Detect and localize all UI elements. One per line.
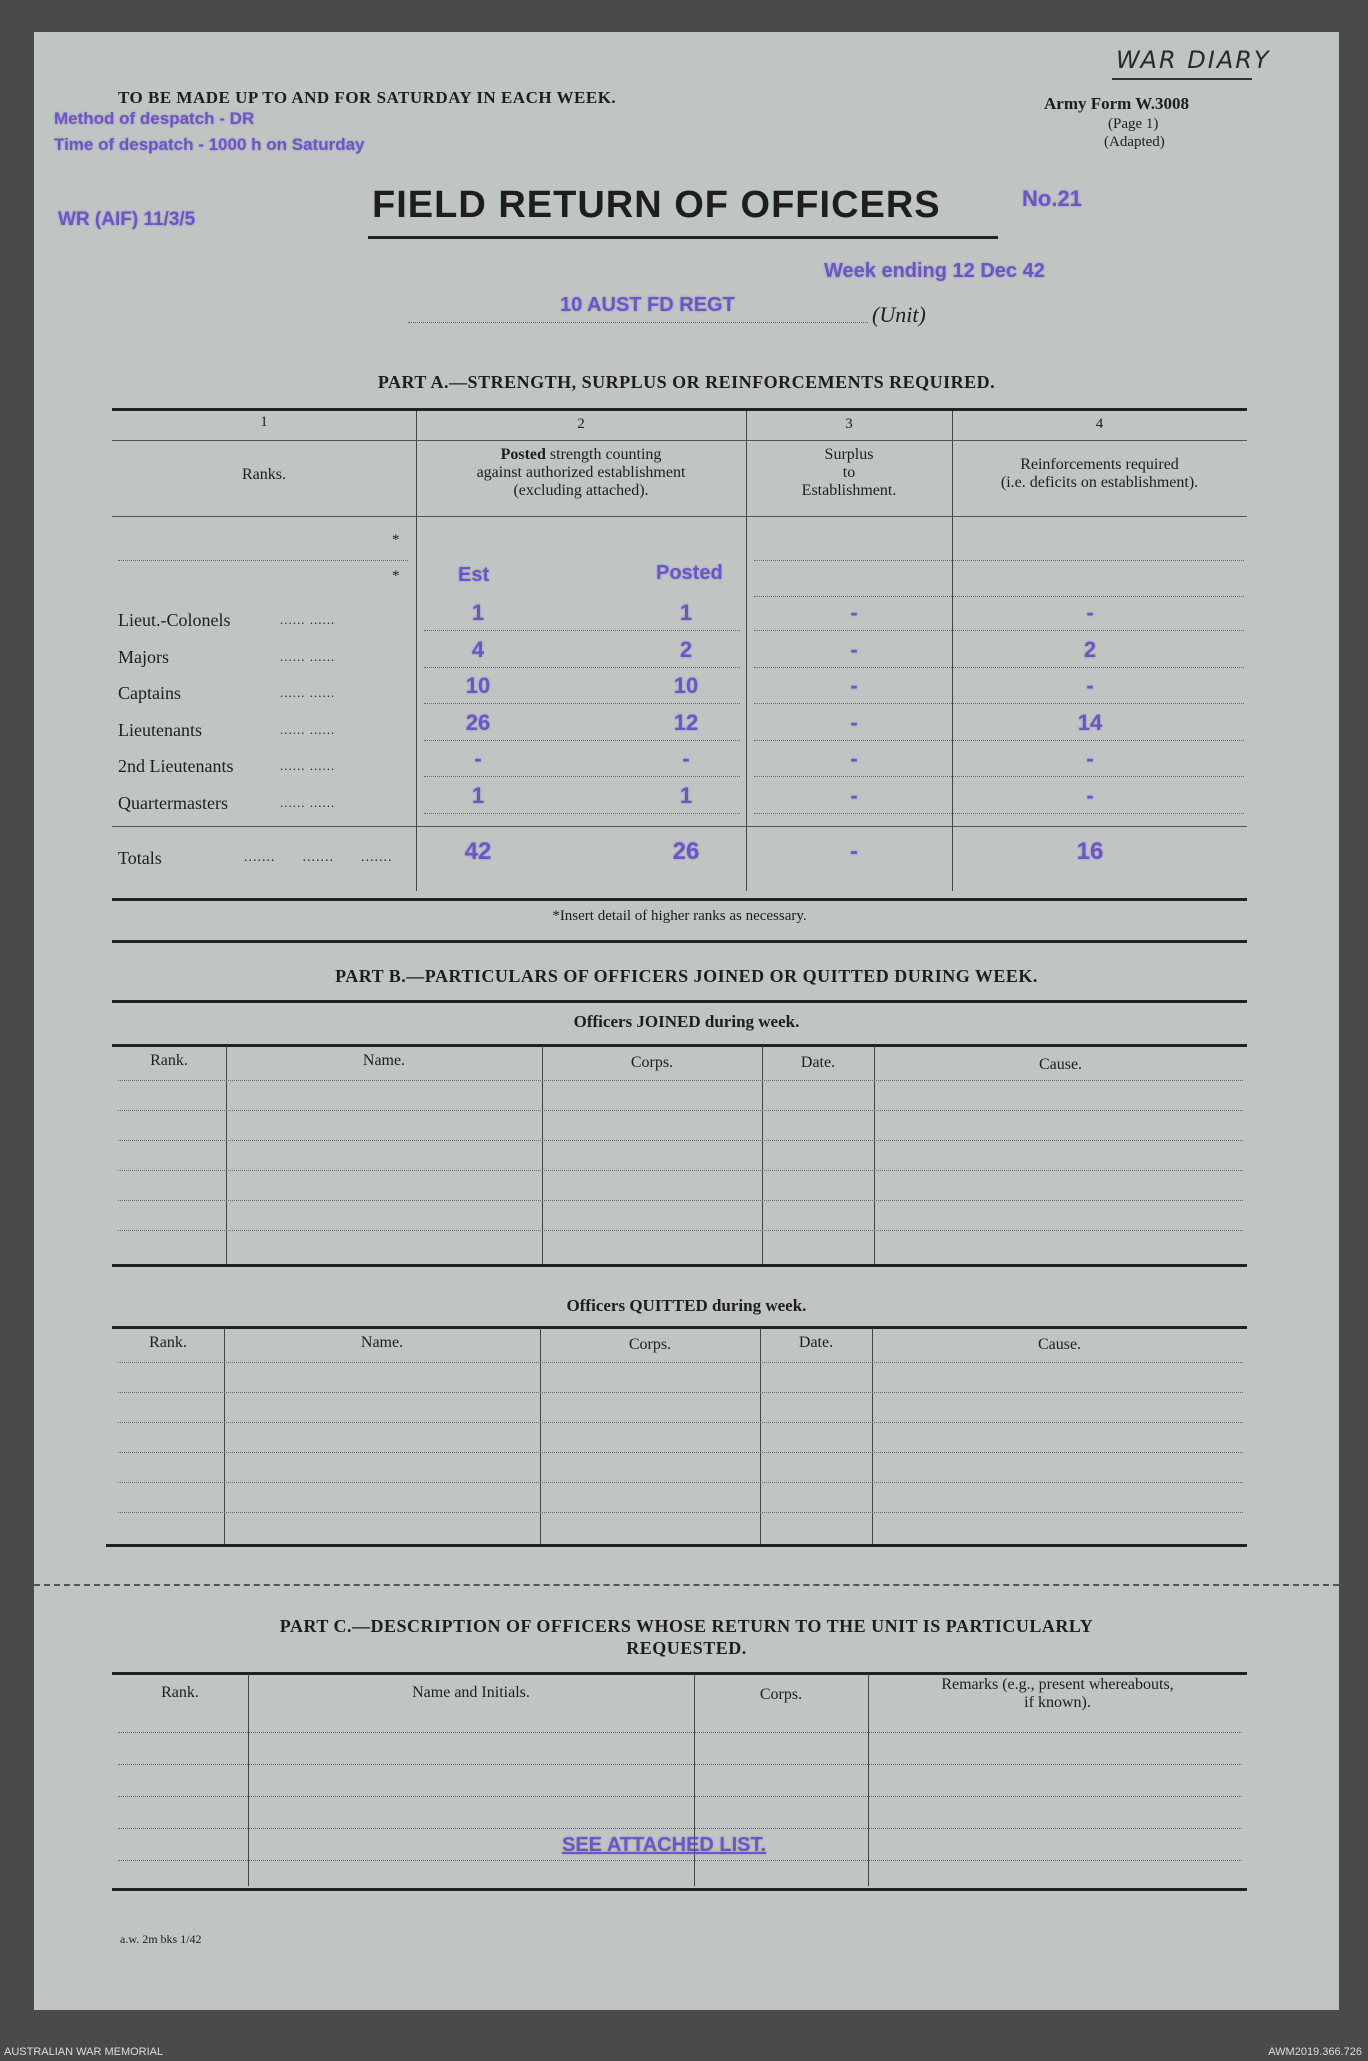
posted-value: 12 — [673, 709, 699, 735]
blank-entry-row — [118, 1482, 1243, 1483]
est-value: 10 — [465, 673, 491, 698]
quitted-heading: Officers QUITTED during week. — [566, 1296, 807, 1315]
stamp-see-attached-list: SEE ATTACHED LIST. — [562, 1834, 767, 1856]
col-number-4: 4 — [1095, 416, 1104, 432]
surplus-value: - — [850, 746, 858, 771]
handwritten-war-diary: WAR DIARY — [1116, 46, 1271, 74]
footer-right: AWM2019.366.726 — [1268, 2046, 1362, 2058]
posted-strength-header-rest: strength counting — [545, 446, 662, 463]
part-a-dotted-row — [424, 667, 740, 668]
title-underline — [368, 236, 998, 239]
part-a-dotted-row — [424, 813, 740, 814]
rank-leader: ...... ...... — [280, 648, 336, 664]
stamp-reference: WR (AIF) 11/3/5 — [58, 209, 196, 230]
part-a-dotted-row-2 — [754, 596, 1244, 597]
rank-label: Lieut.-Colonels — [118, 610, 231, 630]
rank-leader: ...... ...... — [280, 612, 336, 627]
stamp-method-of-despatch: Method of despatch - DR — [54, 109, 255, 128]
form-page: (Page 1) — [1108, 116, 1159, 132]
surplus-value: - — [850, 709, 858, 735]
surplus-header-l3: Establishment. — [801, 482, 897, 499]
part-b-heading: PART B.—PARTICULARS OF OFFICERS JOINED OR QUITTED DURING WEEK. — [335, 966, 1038, 986]
col-number-2: 2 — [577, 416, 585, 432]
surplus-value: - — [850, 600, 858, 625]
part-c-col-name: Name and Initials. — [412, 1684, 530, 1701]
ranks-header: Ranks. — [242, 466, 286, 483]
posted-value: - — [682, 746, 690, 771]
part-a-heading: PART A.—STRENGTH, SURPLUS OR REINFORCEMENTS REQUIRED. — [377, 372, 996, 392]
est-value: 4 — [471, 636, 485, 662]
part-a-dotted-row — [424, 776, 740, 777]
higher-rank-asterisk-2: * — [392, 568, 400, 584]
unit-dotted-line — [408, 322, 868, 323]
column-divider — [542, 1046, 543, 1264]
blank-entry-row — [118, 1512, 1243, 1513]
column-header-cause: Cause. — [1037, 1336, 1082, 1353]
blank-entry-row — [118, 1230, 1243, 1231]
handwritten-underline — [1112, 78, 1252, 80]
part-c-blank-row — [118, 1860, 1242, 1861]
stamp-return-number: No.21 — [1022, 186, 1082, 211]
part-c-heading-l1: PART C.—DESCRIPTION OF OFFICERS WHOSE RETURN TO THE UNIT IS PARTICULARLY — [279, 1616, 1094, 1636]
rank-leader: ...... ...... — [280, 685, 336, 700]
part-a-dotted-row — [754, 630, 1244, 631]
col-number-1: 1 — [260, 414, 268, 430]
quitted-top-rule — [112, 1326, 1247, 1329]
rank-label: 2nd Lieutenants — [118, 756, 234, 776]
stamp-unit: 10 AUST FD REGT — [560, 294, 735, 316]
part-a-totals-rule — [112, 826, 1247, 827]
rank-label: Lieutenants — [118, 719, 202, 740]
part-c-blank-row — [118, 1732, 1242, 1733]
part-c-blank-row — [118, 1764, 1242, 1765]
part-a-dotted-row — [424, 630, 740, 631]
part-a-dotted-row — [754, 813, 1244, 814]
part-a-number-rule — [112, 440, 1247, 441]
reinforcements-value: - — [1086, 600, 1094, 625]
part-a-dotted-row — [754, 740, 1244, 741]
posted-strength-header-bold: Posted — [500, 446, 546, 463]
totals-reinforcements: 16 — [1076, 838, 1104, 865]
part-a-dotted-row — [754, 776, 1244, 777]
column-header-rank: Rank. — [149, 1334, 187, 1351]
posted-value: 10 — [673, 673, 699, 698]
posted-strength-header-l2: against authorized establishment — [476, 464, 686, 481]
column-header-cause: Cause. — [1038, 1056, 1083, 1073]
part-c-col-rank: Rank. — [161, 1684, 199, 1701]
part-a-footnote-rule — [112, 940, 1247, 943]
posted-value: 2 — [679, 636, 693, 662]
part-a-dotted-row — [754, 667, 1244, 668]
joined-heading: Officers JOINED during week. — [573, 1012, 800, 1031]
blank-entry-row — [118, 1200, 1243, 1201]
est-value: - — [474, 746, 482, 771]
posted-strength-header-l3: (excluding attached). — [513, 482, 649, 499]
blank-entry-row — [118, 1362, 1243, 1363]
column-header-rank: Rank. — [150, 1052, 188, 1069]
blank-entry-row — [118, 1452, 1243, 1453]
rank-leader: ...... ...... — [280, 794, 336, 810]
totals-est: 42 — [464, 838, 492, 865]
part-a-dotted-row-1b — [754, 560, 1244, 561]
totals-posted: 26 — [672, 838, 700, 865]
form-title: FIELD RETURN OF OFFICERS — [372, 184, 941, 226]
reinforcements-value: - — [1086, 673, 1094, 698]
header-instruction: TO BE MADE UP TO AND FOR SATURDAY IN EACH WEEK. — [118, 88, 617, 107]
est-value: 1 — [471, 600, 485, 625]
form-adapted: (Adapted) — [1104, 134, 1165, 150]
reinforcements-value: - — [1086, 782, 1094, 808]
stamp-week-ending: Week ending 12 Dec 42 — [824, 260, 1045, 282]
reinforcements-header-l1: Reinforcements required — [1020, 456, 1179, 473]
posted-strength-header-l1 — [416, 446, 746, 464]
column-header-corps: Corps. — [628, 1336, 672, 1353]
surplus-value: - — [850, 673, 858, 698]
blank-entry-row — [118, 1140, 1243, 1141]
rank-leader: ...... ...... — [280, 721, 336, 737]
part-c-col-remarks-l1: Remarks (e.g., present whereabouts, — [941, 1676, 1174, 1693]
part-a-dotted-row — [424, 740, 740, 741]
part-c-col-divider-1 — [248, 1674, 249, 1886]
perforation-line — [34, 1584, 1339, 1586]
higher-rank-asterisk-1: * — [392, 532, 400, 548]
rank-label: Captains — [118, 683, 181, 703]
unit-label: (Unit) — [872, 302, 926, 327]
est-value: 26 — [465, 709, 491, 735]
part-c-blank-row — [118, 1828, 1242, 1829]
reinforcements-value: - — [1086, 746, 1094, 771]
part-a-dotted-row — [754, 703, 1244, 704]
stamp-subheader-est: Est — [458, 564, 490, 586]
part-a-dotted-row-1 — [118, 560, 408, 561]
part-c-top-rule — [112, 1672, 1247, 1675]
part-a-top-rule — [112, 408, 1247, 411]
part-a-header-rule — [112, 516, 1247, 517]
blank-entry-row — [118, 1080, 1243, 1081]
surplus-value: - — [850, 636, 858, 662]
posted-value: 1 — [679, 782, 693, 808]
rank-label: Majors — [118, 646, 169, 667]
part-a-footnote: *Insert detail of higher ranks as necessary. — [552, 908, 807, 924]
posted-value: 1 — [679, 600, 693, 625]
rank-leader: ...... ...... — [280, 758, 336, 773]
part-c-bottom-rule — [112, 1888, 1247, 1891]
stamp-time-of-despatch: Time of despatch - 1000 h on Saturday — [54, 135, 365, 154]
form-paper — [34, 32, 1339, 2010]
joined-bottom-rule — [112, 1264, 1247, 1267]
totals-leader: ....... ....... ....... — [244, 850, 393, 865]
column-header-date: Date. — [800, 1054, 836, 1071]
blank-entry-row — [118, 1170, 1243, 1171]
reinforcements-value: 14 — [1077, 709, 1103, 735]
column-header-name: Name. — [360, 1334, 404, 1351]
column-divider — [762, 1046, 763, 1264]
surplus-header-l2: to — [842, 464, 856, 481]
blank-entry-row — [118, 1110, 1243, 1111]
column-divider — [874, 1046, 875, 1264]
column-header-corps: Corps. — [630, 1054, 674, 1071]
part-c-heading-l2: REQUESTED. — [626, 1638, 747, 1658]
column-divider — [226, 1046, 227, 1264]
column-header-name: Name. — [362, 1052, 406, 1069]
form-number: Army Form W.3008 — [1044, 94, 1189, 113]
stamp-subheader-posted: Posted — [656, 562, 723, 584]
part-c-col-remarks-l2: if known). — [1024, 1694, 1091, 1711]
col-number-3: 3 — [845, 416, 853, 432]
blank-entry-row — [118, 1422, 1243, 1423]
part-a-dotted-row — [424, 703, 740, 704]
totals-surplus: - — [850, 838, 858, 865]
surplus-value: - — [850, 782, 858, 808]
part-a-bottom-rule — [112, 898, 1247, 901]
footer-left: AUSTRALIAN WAR MEMORIAL — [4, 2046, 164, 2058]
est-value: 1 — [471, 782, 485, 808]
surplus-header-l1: Surplus — [824, 446, 874, 463]
joined-top-rule — [112, 1044, 1247, 1047]
column-header-date: Date. — [798, 1334, 834, 1351]
totals-label: Totals — [118, 848, 162, 868]
blank-entry-row — [118, 1392, 1243, 1393]
part-c-col-corps: Corps. — [759, 1686, 803, 1703]
print-code: a.w. 2m bks 1/42 — [120, 1932, 202, 1946]
part-c-blank-row — [118, 1796, 1242, 1797]
rank-label: Quartermasters — [118, 792, 228, 813]
part-b-heading-rule — [112, 1000, 1247, 1003]
quitted-bottom-rule — [106, 1544, 1247, 1547]
reinforcements-value: 2 — [1083, 636, 1097, 662]
reinforcements-header-l2: (i.e. deficits on establishment). — [1000, 474, 1199, 491]
